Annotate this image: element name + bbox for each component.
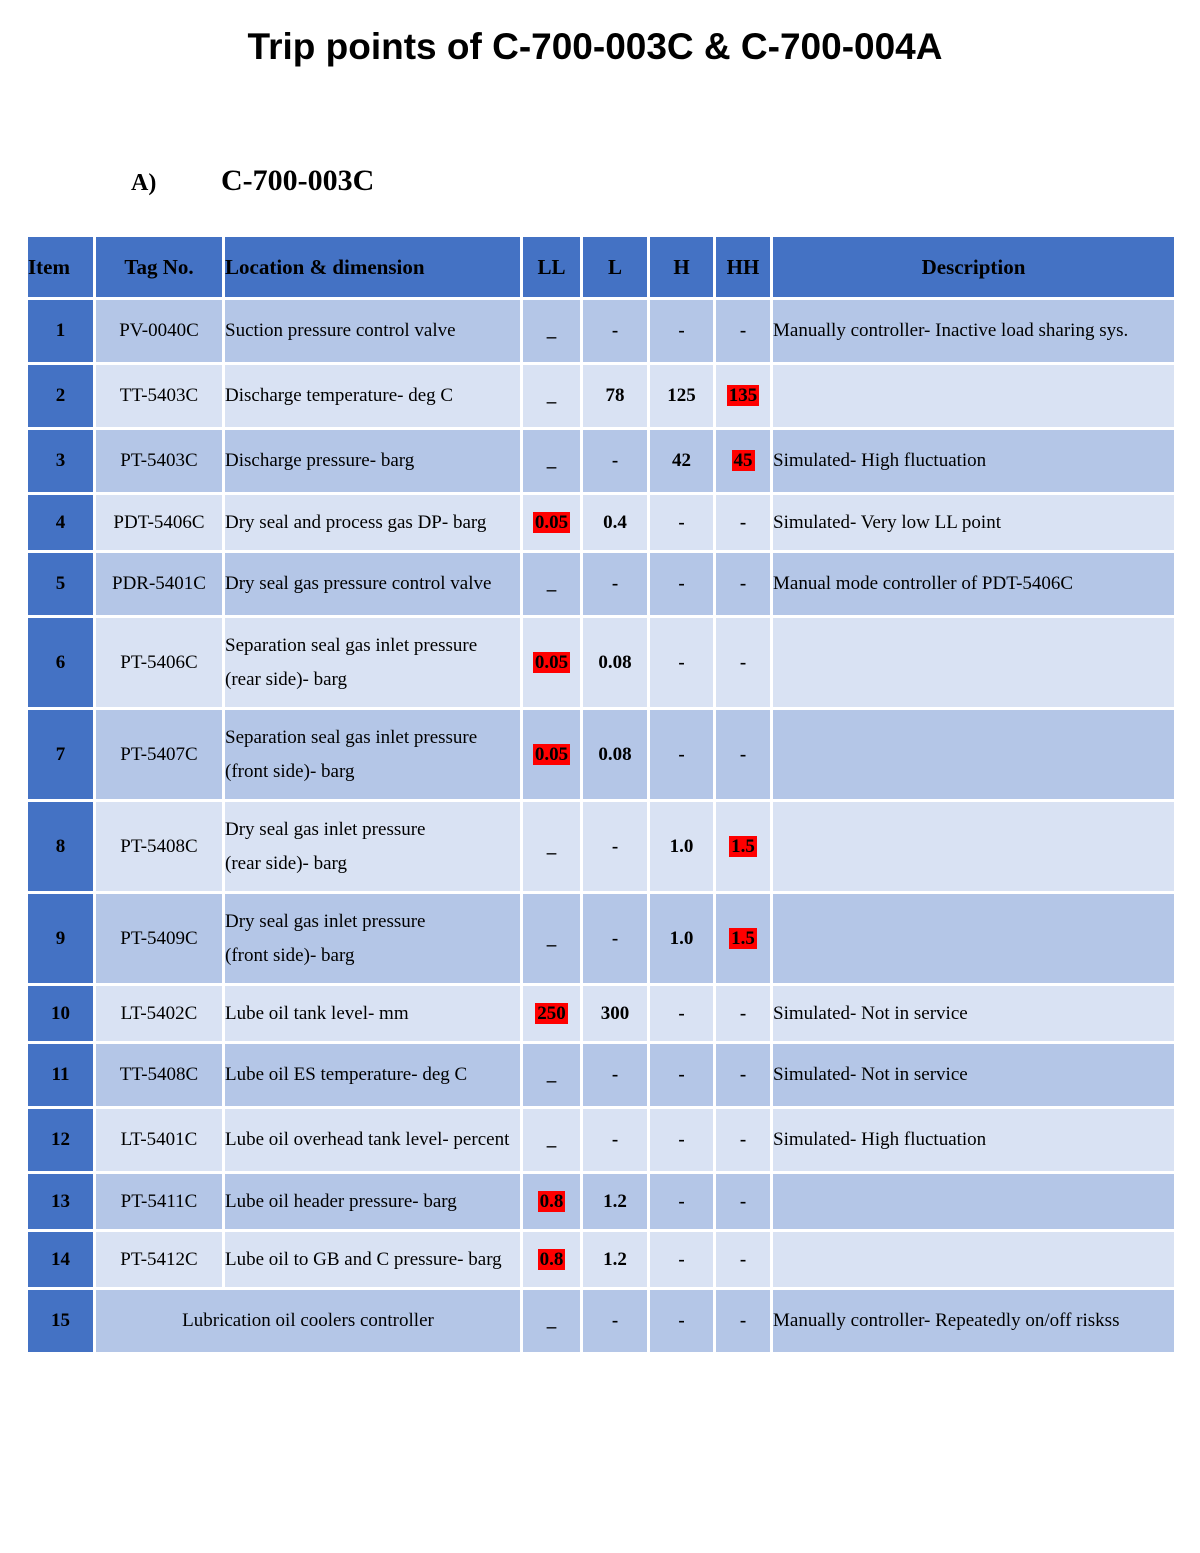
- value-l: [582, 617, 649, 709]
- trip-value-hh: 1.5: [731, 835, 755, 857]
- value-h: [649, 1043, 715, 1108]
- table-row: [27, 1289, 1176, 1354]
- location-line-2: (rear side)- barg: [225, 668, 348, 690]
- value-ll: [522, 1108, 582, 1173]
- tag-number: PDR-5401C: [95, 552, 224, 617]
- value-hh: [715, 1231, 772, 1289]
- tag-number: PT-5412C: [95, 1231, 224, 1289]
- trip-points-table: [25, 234, 1177, 1355]
- item-number: 11: [27, 1043, 95, 1108]
- trip-value-l: -: [611, 573, 619, 594]
- tag-number: LT-5401C: [95, 1108, 224, 1173]
- value-h: [649, 1173, 715, 1231]
- location-line-1: Separation seal gas inlet pressure: [225, 726, 478, 748]
- location-line-1: Separation seal gas inlet pressure: [225, 634, 478, 656]
- description: Manual mode controller of PDT-5406C: [772, 552, 1176, 617]
- location-line-1: Dry seal gas inlet pressure: [225, 910, 426, 932]
- location-dimension: [224, 801, 522, 893]
- location-line-1: Lube oil overhead tank level- percent: [225, 1129, 510, 1150]
- value-h: [649, 494, 715, 552]
- value-l: [582, 299, 649, 364]
- description: [772, 1231, 1176, 1289]
- trip-value-hh: -: [739, 573, 747, 594]
- header-item: Item: [27, 236, 95, 299]
- value-ll: [522, 1231, 582, 1289]
- value-l: [582, 893, 649, 985]
- value-l: [582, 985, 649, 1043]
- trip-value-l: -: [611, 320, 619, 341]
- header-tag: Tag No.: [95, 236, 224, 299]
- value-hh: [715, 1173, 772, 1231]
- table-row: [27, 893, 1176, 985]
- value-l: [582, 1173, 649, 1231]
- trip-value-ll: _: [546, 450, 557, 471]
- value-ll: [522, 299, 582, 364]
- value-hh: [715, 494, 772, 552]
- trip-value-h: -: [678, 1129, 685, 1150]
- description: [772, 801, 1176, 893]
- table-row: [27, 1108, 1176, 1173]
- trip-value-l: 0.08: [598, 743, 632, 765]
- trip-value-h: -: [678, 1248, 685, 1270]
- trip-value-ll: 0.05: [534, 743, 569, 765]
- trip-value-ll: _: [546, 1310, 557, 1331]
- trip-value-hh: -: [739, 1248, 747, 1270]
- location-dimension: [224, 1231, 522, 1289]
- trip-value-l: -: [611, 927, 619, 949]
- value-hh: [715, 299, 772, 364]
- item-number: 10: [27, 985, 95, 1043]
- trip-value-h: -: [678, 1190, 685, 1212]
- value-h: [649, 364, 715, 429]
- value-l: [582, 1043, 649, 1108]
- trip-value-h: 42: [672, 450, 691, 471]
- item-number: 8: [27, 801, 95, 893]
- value-l: [582, 709, 649, 801]
- location-dimension: [224, 985, 522, 1043]
- value-h: [649, 1289, 715, 1354]
- trip-value-hh: -: [739, 743, 747, 765]
- trip-value-l: -: [611, 450, 619, 471]
- location-dimension: [224, 893, 522, 985]
- value-h: [649, 801, 715, 893]
- tag-number: PV-0040C: [95, 299, 224, 364]
- location-dimension: [224, 299, 522, 364]
- value-h: [649, 1231, 715, 1289]
- trip-value-hh: 135: [728, 385, 758, 406]
- location-dimension: [224, 552, 522, 617]
- trip-value-l: -: [611, 1129, 619, 1150]
- trip-value-h: -: [678, 1310, 685, 1331]
- location-line-1: Dry seal and process gas DP- barg: [225, 511, 487, 533]
- value-l: [582, 552, 649, 617]
- trip-value-h: -: [678, 1064, 685, 1085]
- merged-location: Lubrication oil coolers controller: [95, 1289, 522, 1354]
- location-line-1: Lube oil ES temperature- deg C: [225, 1064, 468, 1085]
- trip-value-h: -: [678, 511, 685, 533]
- value-h: [649, 299, 715, 364]
- item-number: 6: [27, 617, 95, 709]
- value-hh: [715, 893, 772, 985]
- location-line-1: Discharge pressure- barg: [225, 450, 415, 471]
- table-row: [27, 552, 1176, 617]
- item-number: 7: [27, 709, 95, 801]
- value-l: [582, 1108, 649, 1173]
- item-number: 2: [27, 364, 95, 429]
- table-row: [27, 617, 1176, 709]
- location-dimension: [224, 429, 522, 494]
- value-l: [582, 364, 649, 429]
- value-ll: [522, 709, 582, 801]
- value-ll: [522, 552, 582, 617]
- trip-value-ll: 0.05: [534, 511, 569, 533]
- value-ll: [522, 1173, 582, 1231]
- table-row: [27, 1173, 1176, 1231]
- trip-value-ll: 0.05: [534, 651, 569, 673]
- location-line-1: Lube oil to GB and C pressure- barg: [225, 1248, 502, 1270]
- tag-number: PT-5406C: [95, 617, 224, 709]
- location-line-2: (rear side)- barg: [225, 852, 348, 874]
- trip-value-h: -: [678, 1002, 685, 1024]
- description: Manually controller- Repeatedly on/off riskss: [772, 1289, 1176, 1354]
- trip-value-ll: _: [546, 320, 557, 341]
- description: [772, 364, 1176, 429]
- value-ll: [522, 429, 582, 494]
- trip-value-l: 1.2: [603, 1190, 627, 1212]
- trip-value-l: -: [611, 1310, 619, 1331]
- value-ll: [522, 1289, 582, 1354]
- trip-value-hh: -: [739, 1310, 747, 1331]
- value-hh: [715, 985, 772, 1043]
- location-dimension: [224, 709, 522, 801]
- trip-value-l: -: [611, 835, 619, 857]
- trip-value-ll: 0.8: [539, 1190, 564, 1212]
- item-number: 13: [27, 1173, 95, 1231]
- table-row: [27, 429, 1176, 494]
- location-line-1: Lube oil tank level- mm: [225, 1002, 409, 1024]
- trip-value-ll: _: [546, 385, 557, 406]
- section-title: C-700-003C: [221, 164, 375, 197]
- header-ll: LL: [522, 236, 582, 299]
- location-line-1: Lube oil header pressure- barg: [225, 1190, 457, 1212]
- item-number: 4: [27, 494, 95, 552]
- tag-number: PDT-5406C: [95, 494, 224, 552]
- table-row: [27, 1231, 1176, 1289]
- trip-value-hh: -: [739, 511, 747, 533]
- table-row: [27, 299, 1176, 364]
- value-hh: [715, 1108, 772, 1173]
- item-number: 9: [27, 893, 95, 985]
- description: [772, 709, 1176, 801]
- location-line-2: (front side)- barg: [225, 944, 355, 966]
- table-row: [27, 364, 1176, 429]
- trip-value-ll: 0.8: [539, 1248, 564, 1270]
- tag-number: PT-5408C: [95, 801, 224, 893]
- table-row: [27, 985, 1176, 1043]
- value-ll: [522, 985, 582, 1043]
- location-line-1: Dry seal gas inlet pressure: [225, 818, 426, 840]
- trip-value-hh: -: [739, 1190, 747, 1212]
- tag-number: PT-5409C: [95, 893, 224, 985]
- trip-value-l: 1.2: [603, 1248, 627, 1270]
- item-number: 3: [27, 429, 95, 494]
- value-ll: [522, 801, 582, 893]
- item-number: 14: [27, 1231, 95, 1289]
- header-location: Location & dimension: [224, 236, 522, 299]
- trip-value-ll: _: [546, 927, 557, 949]
- header-l: L: [582, 236, 649, 299]
- trip-value-ll: _: [546, 1129, 557, 1150]
- value-hh: [715, 429, 772, 494]
- description: Simulated- Very low LL point: [772, 494, 1176, 552]
- location-dimension: [224, 1108, 522, 1173]
- header-h: H: [649, 236, 715, 299]
- item-number: 1: [27, 299, 95, 364]
- description: Simulated- Not in service: [772, 1043, 1176, 1108]
- value-l: [582, 801, 649, 893]
- value-l: [582, 1231, 649, 1289]
- trip-value-l: 300: [600, 1002, 630, 1024]
- description: [772, 893, 1176, 985]
- value-h: [649, 552, 715, 617]
- table-body: [27, 299, 1176, 1354]
- value-l: [582, 494, 649, 552]
- value-h: [649, 985, 715, 1043]
- value-l: [582, 1289, 649, 1354]
- description: Simulated- Not in service: [772, 985, 1176, 1043]
- trip-value-h: -: [678, 743, 685, 765]
- trip-value-ll: _: [546, 835, 557, 857]
- trip-value-h: -: [678, 573, 685, 594]
- trip-value-hh: -: [739, 1064, 747, 1085]
- tag-number: TT-5408C: [95, 1043, 224, 1108]
- location-line-1: Discharge temperature- deg C: [225, 385, 454, 406]
- tag-number: TT-5403C: [95, 364, 224, 429]
- trip-value-h: 1.0: [669, 927, 694, 949]
- trip-value-l: 0.4: [603, 511, 627, 533]
- location-line-2: (front side)- barg: [225, 760, 355, 782]
- trip-value-hh: 1.5: [731, 927, 755, 949]
- table-row: [27, 709, 1176, 801]
- location-line-1: Dry seal gas pressure control valve: [225, 573, 492, 594]
- page-title: Trip points of C-700-003C & C-700-004A: [247, 26, 943, 67]
- trip-value-l: 0.08: [598, 651, 632, 673]
- location-dimension: [224, 494, 522, 552]
- location-line-1: Suction pressure control valve: [225, 320, 456, 341]
- location-dimension: [224, 1043, 522, 1108]
- description: Manually controller- Inactive load sharing sys.: [772, 299, 1176, 364]
- tag-number: PT-5407C: [95, 709, 224, 801]
- value-h: [649, 1108, 715, 1173]
- description: [772, 1173, 1176, 1231]
- tag-number: PT-5411C: [95, 1173, 224, 1231]
- item-number: 12: [27, 1108, 95, 1173]
- value-hh: [715, 552, 772, 617]
- table-row: [27, 1043, 1176, 1108]
- tag-number: LT-5402C: [95, 985, 224, 1043]
- value-hh: [715, 364, 772, 429]
- value-ll: [522, 1043, 582, 1108]
- table-row: [27, 801, 1176, 893]
- value-h: [649, 709, 715, 801]
- trip-value-hh: -: [739, 320, 747, 341]
- trip-value-ll: _: [546, 573, 557, 594]
- table-row: [27, 494, 1176, 552]
- header-description: Description: [772, 236, 1176, 299]
- value-ll: [522, 617, 582, 709]
- header-row: [27, 236, 1176, 299]
- trip-value-h: 125: [667, 385, 696, 406]
- value-ll: [522, 364, 582, 429]
- value-hh: [715, 709, 772, 801]
- trip-value-h: -: [678, 320, 685, 341]
- tag-number: PT-5403C: [95, 429, 224, 494]
- location-dimension: [224, 1173, 522, 1231]
- location-dimension: [224, 617, 522, 709]
- trip-value-hh: 45: [733, 450, 753, 471]
- trip-value-ll: _: [546, 1064, 557, 1085]
- section-letter: A): [131, 170, 157, 196]
- description: [772, 617, 1176, 709]
- description: Simulated- High fluctuation: [772, 1108, 1176, 1173]
- trip-value-hh: -: [739, 651, 747, 673]
- item-number: 15: [27, 1289, 95, 1354]
- trip-value-hh: -: [739, 1002, 747, 1024]
- value-h: [649, 429, 715, 494]
- value-ll: [522, 893, 582, 985]
- value-hh: [715, 1289, 772, 1354]
- value-hh: [715, 1043, 772, 1108]
- value-h: [649, 617, 715, 709]
- trip-value-l: 78: [605, 385, 625, 406]
- description: Simulated- High fluctuation: [772, 429, 1176, 494]
- item-number: 5: [27, 552, 95, 617]
- trip-value-ll: 250: [537, 1002, 566, 1024]
- trip-value-h: -: [678, 651, 685, 673]
- value-hh: [715, 801, 772, 893]
- value-hh: [715, 617, 772, 709]
- trip-value-l: -: [611, 1064, 619, 1085]
- value-l: [582, 429, 649, 494]
- value-h: [649, 893, 715, 985]
- header-hh: HH: [715, 236, 772, 299]
- location-dimension: [224, 364, 522, 429]
- value-ll: [522, 494, 582, 552]
- trip-value-hh: -: [739, 1129, 747, 1150]
- trip-value-h: 1.0: [669, 835, 694, 857]
